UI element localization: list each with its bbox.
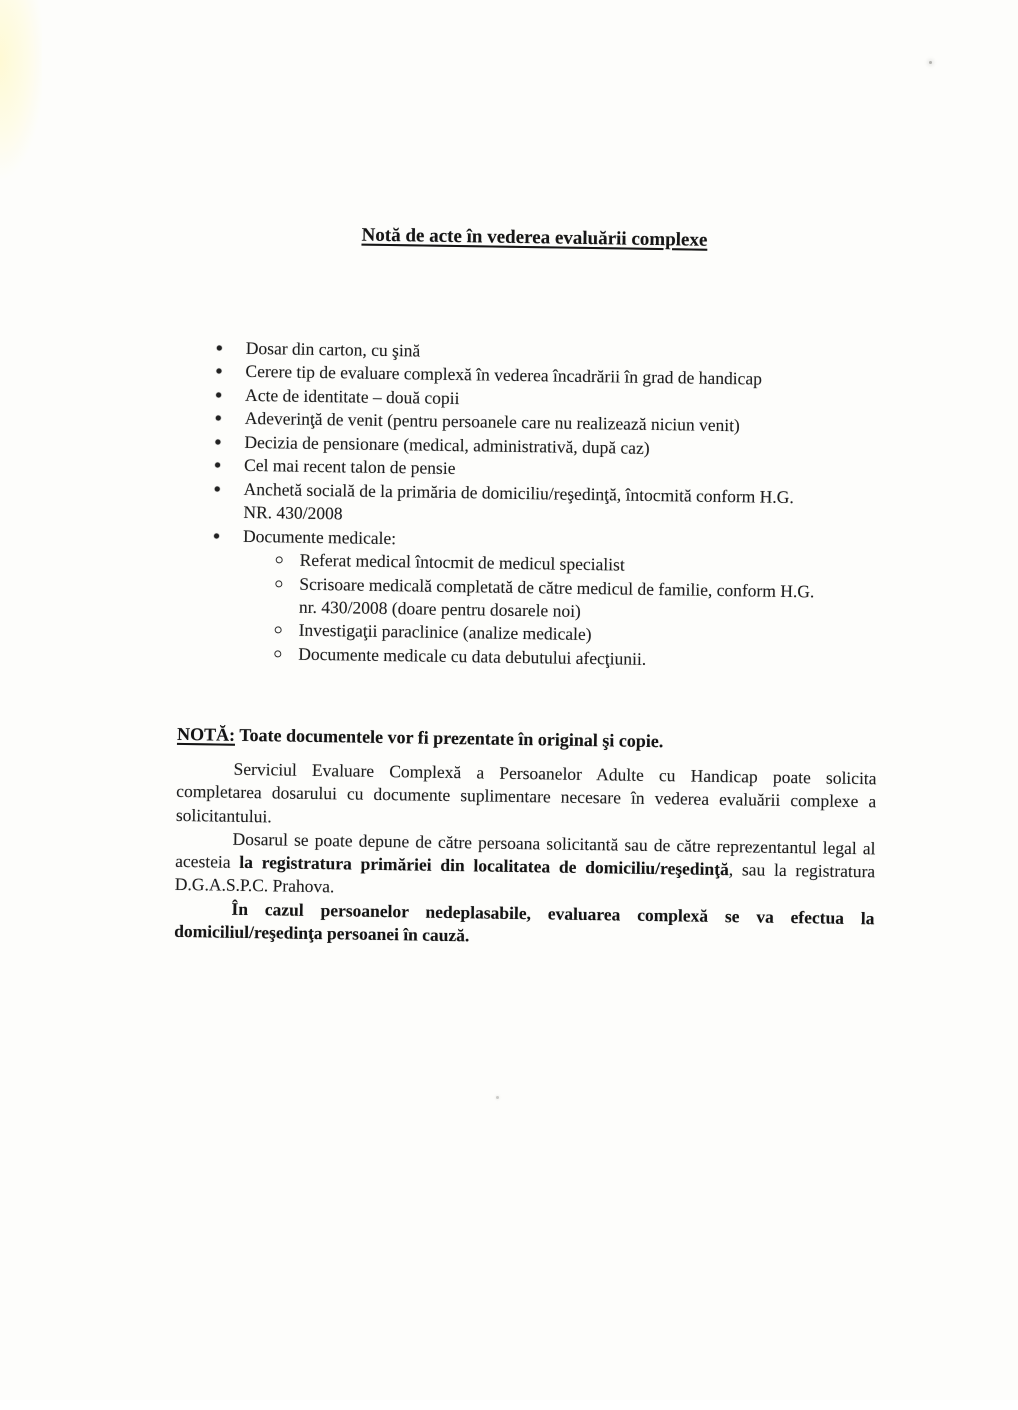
bullet-icon — [217, 345, 222, 350]
circle-bullet-icon — [274, 650, 281, 657]
page-title — [184, 222, 884, 254]
checklist-item-text: Acte de identitate – două copii — [245, 384, 460, 408]
medical-sub-item-text: Investigaţii paraclinice (analize medicale) — [298, 620, 592, 645]
bullet-icon — [215, 486, 220, 491]
checklist-item-text: Decizia de pensionare (medical, administrativă, după caz) — [244, 431, 650, 458]
checklist-item-text: Dosar din carton, cu şină — [245, 337, 421, 361]
paragraph-filing-location-text: Dosarul se poate depune de către persoana solicitantă sau de către reprezentantul legal al acesteia — [175, 828, 876, 873]
scan-speck — [929, 61, 932, 64]
nota-text: Toate documentele vor fi prezentate în original şi copie. — [234, 724, 664, 752]
paragraph-filing-location-bold: la registratura primăriei din localitatea de domiciliu/reşedinţă — [239, 852, 729, 880]
nota-statement — [177, 724, 877, 755]
page-title-text: Notă de acte în vederea evaluării complexe — [361, 224, 708, 251]
checklist-item-text: Cerere tip de evaluare complexă în vederea încadrării în grad de handicap — [245, 361, 763, 390]
body-paragraphs — [174, 757, 877, 954]
required-documents-section — [178, 336, 883, 675]
paragraph-filing-location — [175, 827, 876, 907]
document-content — [167, 0, 888, 1410]
nota-label: NOTĂ: — [176, 723, 236, 745]
bullet-icon — [215, 463, 220, 468]
checklist-item-text: Documente medicale: — [242, 525, 397, 548]
medical-sub-item-text: Documente medicale cu data debutului afecţiunii. — [298, 643, 647, 669]
bullet-icon — [214, 533, 219, 538]
circle-bullet-icon — [275, 627, 282, 634]
bullet-icon — [216, 416, 221, 421]
medical-sub-item-text: Scrisoare medicală completată de către medicul de familie, conform H.G. nr. 430/2008 (doare pentru dosarele noi) — [298, 573, 815, 621]
bullet-icon — [216, 392, 221, 397]
medical-sub-item-text: Referat medical întocmit de medicul specialist — [299, 549, 625, 575]
required-documents-list — [180, 336, 883, 557]
circle-bullet-icon — [276, 556, 283, 563]
checklist-item-text: Adeverinţă de venit (pentru persoanele care nu realizează niciun venit) — [244, 408, 740, 436]
checklist-item-text: Anchetă socială de la primăria de domiciliu/reşedinţă, întocmită conform H.G. NR. 430/2008 — [243, 478, 794, 524]
checklist-item-text: Cel mai recent talon de pensie — [243, 455, 456, 479]
bullet-icon — [215, 439, 220, 444]
paragraph-service-request: Serviciul Evaluare Complexă a Persoanelor Adulte cu Handicap poate solicita completarea dosarului cu documente suplimentare necesare în vederea evaluării complexe a solicitantului. — [175, 758, 877, 826]
paragraph-home-evaluation: În cazul persoanelor nedeplasabile, evaluarea complexă se va efectua la domiciliul/reşedinţa persoanei în cauză. — [174, 898, 875, 946]
bullet-icon — [216, 369, 221, 374]
medical-documents-sublist — [178, 547, 880, 675]
circle-bullet-icon — [275, 580, 282, 587]
paragraph-filing-location-tail: , sau la registratura D.G.A.S.P.C. Prahova. — [174, 859, 876, 897]
scan-corner-tint — [0, 0, 42, 230]
